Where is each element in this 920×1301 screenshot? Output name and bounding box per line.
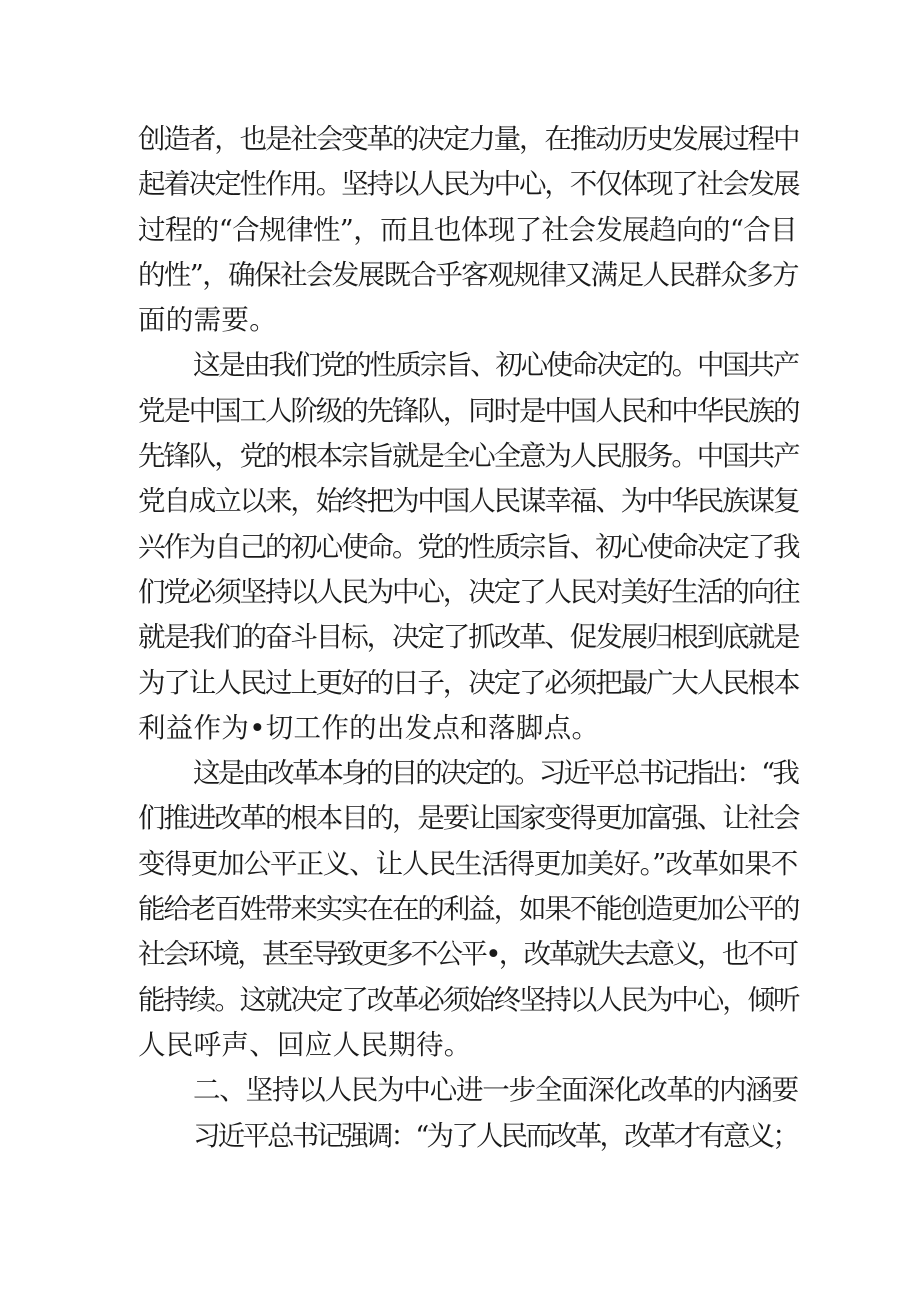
text-line: 们党必须坚持以人民为中心，决定了人民对美好生活的向往 bbox=[138, 575, 799, 608]
text-line: 人民呼声、回应人民期待。 bbox=[138, 1028, 472, 1061]
text-line: 变得更加公平正义、让人民生活得更加美好。”改革如果不 bbox=[138, 847, 798, 880]
body-text bbox=[138, 117, 798, 1159]
text-line: 创造者，也是社会变革的决定力量，在推动历史发展过程中 bbox=[138, 123, 799, 155]
paragraph-start-line: 习近平总书记强调：“为了人民而改革，改革才有意义； bbox=[193, 1119, 798, 1152]
text-line: 们推进改革的根本目的，是要让国家变得更加富强、让社会 bbox=[138, 802, 799, 835]
text-line: 先锋队，党的根本宗旨就是全心全意为人民服务。中国共产 bbox=[138, 440, 799, 473]
text-line: 为了让人民过上更好的日子，决定了必须把最广大人民根本 bbox=[138, 666, 799, 699]
text-line: 能给老百姓带来实实在在的利益，如果不能创造更加公平的 bbox=[138, 893, 799, 926]
text-line: 社会环境，甚至导致更多不公平•，改革就失去意义，也不可 bbox=[138, 938, 797, 971]
paragraph-start-line: 这是由我们党的性质宗旨、初心使命决定的。中国共产 bbox=[193, 349, 798, 382]
paragraph-start-line: 这是由改革本身的目的决定的。习近平总书记指出：“我 bbox=[193, 757, 798, 790]
text-line: 起着决定性作用。坚持以人民为中心，不仅体现了社会发展 bbox=[138, 168, 799, 201]
text-line: 党自成立以来，始终把为中国人民谋幸福、为中华民族谋复 bbox=[138, 485, 799, 518]
section-heading: 二、坚持以人民为中心进一步全面深化改革的内涵要 bbox=[193, 1074, 798, 1107]
text-line: 能持续。这就决定了改革必须始终坚持以人民为中心，倾听 bbox=[138, 983, 799, 1016]
text-line: 的性”，确保社会发展既合乎客观规律又满足人民群众多方 bbox=[138, 258, 798, 291]
text-line: 党是中国工人阶级的先锋队，同时是中国人民和中华民族的 bbox=[138, 394, 799, 427]
text-line: 兴作为自己的初心使命。党的性质宗旨、初心使命决定了我 bbox=[138, 530, 799, 563]
text-line: 利益作为•切工作的出发点和落脚点。 bbox=[138, 711, 600, 744]
text-line: 过程的“合规律性”，而且也体现了社会发展趋向的“合目 bbox=[138, 213, 798, 246]
text-line: 面的需要。 bbox=[138, 304, 277, 337]
text-line: 就是我们的奋斗目标，决定了抓改革、促发展归根到底就是 bbox=[138, 621, 799, 654]
